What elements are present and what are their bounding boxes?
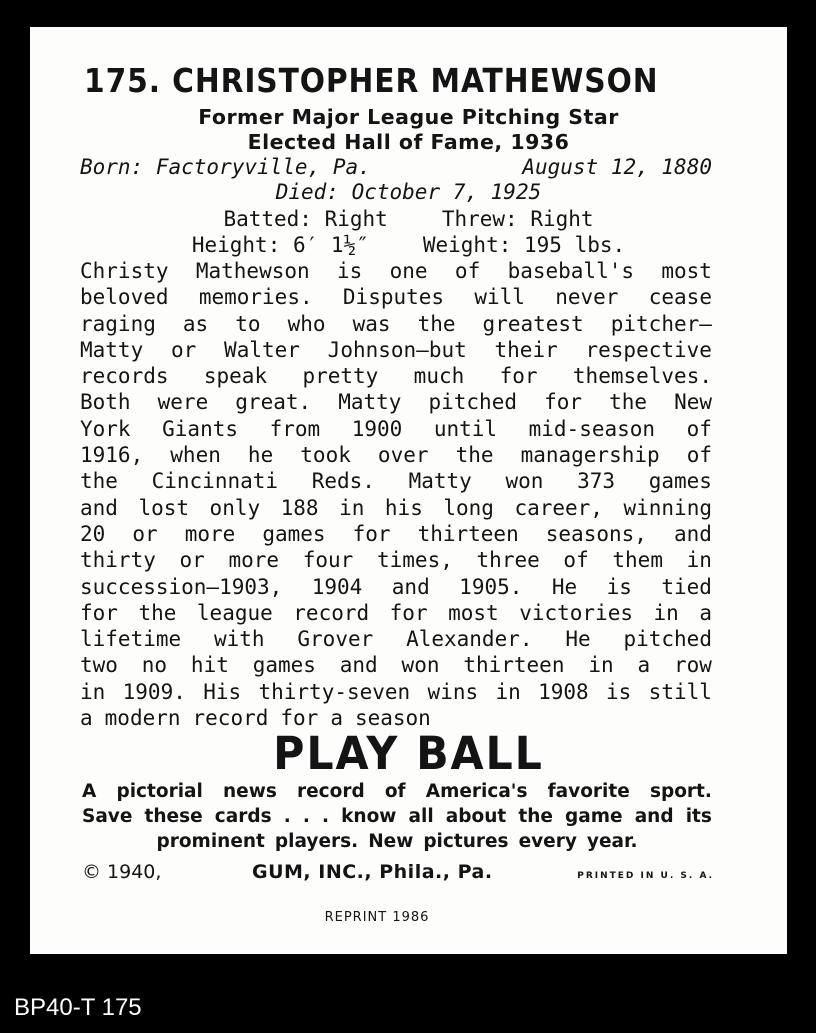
bio-line: records speak pretty much for themselves. (80, 364, 712, 389)
card-back (30, 27, 787, 954)
death-date: Died: October 7, 1925 (275, 180, 542, 204)
height: Height: 6′ 1½″ (191, 233, 369, 257)
biography (80, 258, 712, 731)
bio-line: 20 or more games for thirteen seasons, and (80, 521, 712, 546)
birthplace: Born: Factoryville, Pa. (80, 155, 371, 179)
bio-line: beloved memories. Disputes will never cease (80, 285, 712, 310)
batting-throwing (30, 207, 787, 231)
printed-in-usa: PRINTED IN U. S. A. (577, 871, 714, 881)
publisher: GUM, INC., Phila., Pa. (252, 861, 493, 883)
card-title: 175. CHRISTOPHER MATHEWSON (84, 61, 659, 100)
bio-line: 1916, when he took over the managership of (80, 443, 712, 468)
bio-line: for the league record for most victories in a (80, 600, 712, 625)
subtitle-line-2: Elected Hall of Fame, 1936 (247, 130, 570, 154)
bio-line: Matty or Walter Johnson—but their respective (80, 337, 712, 362)
card-id-caption: BP40-T 175 (14, 994, 142, 1021)
bio-line: Christy Mathewson is one of baseball's most (80, 259, 712, 283)
brand-title: PLAY BALL (273, 727, 544, 780)
bio-line: and lost only 188 in his long career, winning (80, 495, 712, 520)
bio-line: two no hit games and won thirteen in a row (80, 653, 712, 678)
card-footer (82, 861, 714, 883)
promo-line: prominent players. New pictures every year. (156, 831, 638, 852)
promo-text (82, 779, 712, 854)
bio-line: raging as to who was the greatest pitcher— (80, 311, 712, 336)
threw: Threw: Right (441, 207, 594, 231)
height-weight (30, 233, 787, 257)
bio-line: succession—1903, 1904 and 1905. He is tied (80, 574, 712, 599)
bio-line: in 1909. His thirty-seven wins in 1908 is still (80, 679, 712, 704)
promo-line: Save these cards . . . know all about the game and its (82, 806, 712, 827)
bio-line: a modern record for a season (80, 706, 431, 731)
subtitle-line-1: Former Major League Pitching Star (198, 105, 619, 129)
bio-line: York Giants from 1900 until mid-season of (80, 416, 712, 441)
birth-info (80, 155, 712, 179)
promo-line: A pictorial news record of America's favorite sport. (82, 781, 712, 802)
weight: Weight: 195 lbs. (422, 233, 626, 257)
birth-date: August 12, 1880 (522, 155, 712, 179)
batted: Batted: Right (223, 207, 388, 231)
copyright: © 1940, (82, 861, 162, 883)
bio-line: the Cincinnati Reds. Matty won 373 games (80, 469, 712, 494)
bio-line: Both were great. Matty pitched for the New (80, 390, 712, 415)
reprint-note: REPRINT 1986 (324, 910, 430, 925)
bio-line: lifetime with Grover Alexander. He pitched (80, 627, 712, 652)
bio-line: thirty or more four times, three of them in (80, 548, 712, 573)
